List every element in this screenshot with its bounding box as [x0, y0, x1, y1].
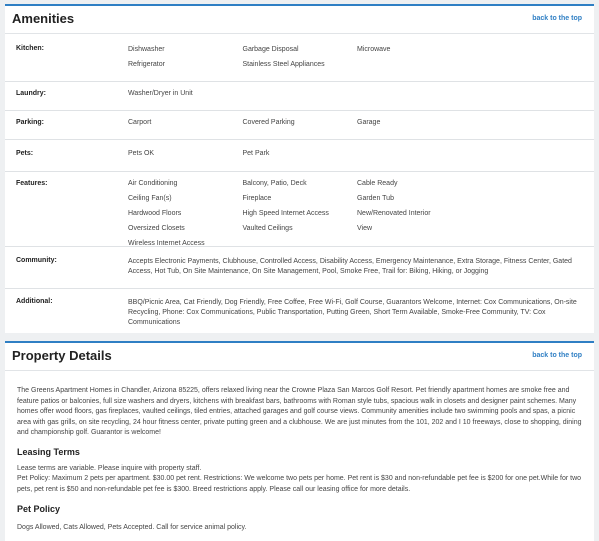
community-row — [5, 247, 594, 289]
parking-row — [5, 111, 594, 140]
additional-row — [5, 289, 594, 333]
amenities-panel — [5, 4, 594, 333]
parking-values — [128, 115, 584, 130]
features-label: Features: — [16, 180, 48, 187]
kitchen-item: Refrigerator — [128, 61, 165, 68]
amenities-title: Amenities — [12, 11, 75, 26]
kitchen-label: Kitchen: — [16, 45, 44, 52]
pets-values — [128, 146, 584, 161]
kitchen-row — [5, 42, 594, 82]
laundry-row — [5, 82, 594, 111]
leasing-terms-line: Lease terms are variable. Please inquire with property staff. — [17, 465, 202, 472]
pet-policy-heading: Pet Policy — [17, 504, 61, 514]
features-item: Air Conditioning — [128, 180, 178, 187]
additional-text: BBQ/Picnic Area, Cat Friendly, Dog Friendly, Free Coffee, Free Wi-Fi, Golf Course, Guarantors Welcome, Internet: Cox Communications, On-site Recycling, Phone: Cox Communications, Public Transportation, Putting Green, Short Term Available, Smoke-Free Community, TV: Cox Communications — [128, 299, 577, 326]
property-details-title: Property Details — [12, 348, 112, 363]
features-item: High Speed Internet Access — [242, 210, 329, 217]
features-item: Cable Ready — [357, 180, 398, 187]
kitchen-item: Stainless Steel Appliances — [242, 61, 325, 68]
features-item: Hardwood Floors — [128, 210, 182, 217]
features-item: Garden Tub — [357, 195, 394, 202]
additional-label: Additional: — [16, 298, 53, 305]
laundry-item: Washer/Dryer in Unit — [128, 90, 193, 97]
property-details-header — [5, 343, 594, 371]
kitchen-item: Dishwasher — [128, 46, 165, 53]
kitchen-item: Garbage Disposal — [242, 46, 299, 53]
parking-item: Garage — [357, 119, 381, 126]
property-details-panel — [5, 341, 594, 541]
parking-item: Carport — [128, 119, 152, 126]
community-text: Accepts Electronic Payments, Clubhouse, Controlled Access, Disability Access, Emergency Maintenance, Extra Storage, Fitness Center, Gated Access, Hot Tub, On Site Maintenance, On Site Management, Pool, Smoke Free, Trail for: Biking, Hiking, or Jogging — [128, 258, 572, 275]
community-label: Community: — [16, 257, 57, 264]
features-row — [5, 172, 594, 247]
laundry-label: Laundry: — [16, 90, 46, 97]
pets-row — [5, 140, 594, 172]
kitchen-item: Microwave — [357, 46, 391, 53]
leasing-terms-heading: Leasing Terms — [17, 447, 80, 457]
features-item: Wireless Internet Access — [128, 240, 205, 247]
pets-item: Pets OK — [128, 150, 155, 157]
features-item: Fireplace — [242, 195, 272, 202]
features-item: New/Renovated Interior — [357, 210, 431, 217]
leasing-terms-pet-line: Pet Policy: Maximum 2 pets per apartment. $30.00 pet rent. Restrictions: We welcome two pets per home. Pet rent is $30 and non-refundable pet fee is $200 for one pet.While for two pets, pet rent is $50 and non-refundable pet fee is $300. Breed restrictions apply. Please call our leasing office for more details. — [17, 475, 582, 493]
parking-item: Covered Parking — [242, 119, 295, 126]
laundry-values — [128, 86, 584, 101]
kitchen-values — [128, 42, 584, 72]
features-item: Ceiling Fan(s) — [128, 195, 172, 202]
features-item: Balcony, Patio, Deck — [242, 180, 307, 187]
parking-label: Parking: — [16, 119, 45, 126]
amenities-back-to-top-link[interactable]: back to the top — [532, 15, 582, 22]
features-values — [128, 176, 584, 251]
pet-policy-text: Dogs Allowed, Cats Allowed, Pets Accepted. Call for service animal policy. — [17, 524, 247, 531]
pets-item: Pet Park — [242, 150, 270, 157]
pets-label: Pets: — [16, 150, 34, 157]
property-description: The Greens Apartment Homes in Chandler, Arizona 85225, offers relaxed living near the Crowne Plaza San Marcos Golf Resort. Pet friendly apartment homes are smoke free and feature patios or balconies, full size washers and dryers, kitchens with breakfast bars, bathrooms with Roman style tubs, spacious walk in closets and designer paint schemes. Many homes offer wood floors, gas fireplaces, vaulted ceilings, tiled entries, attached garages and golf course views. Community amenities include two swimming pools and spas, a picnic area with gas grills, on site recycling, 24 hour fitness center, private putting green and a clubhouse. We are just minutes from the 101, 202 and I 10 freeways, close to shopping, dining and championship golf. Guarantor is welcome! — [17, 387, 582, 436]
amenities-header — [5, 6, 594, 34]
property-details-back-to-top-link[interactable]: back to the top — [532, 352, 582, 359]
features-item: Oversized Closets — [128, 225, 185, 232]
features-item: View — [357, 225, 373, 232]
features-item: Vaulted Ceilings — [242, 225, 293, 232]
